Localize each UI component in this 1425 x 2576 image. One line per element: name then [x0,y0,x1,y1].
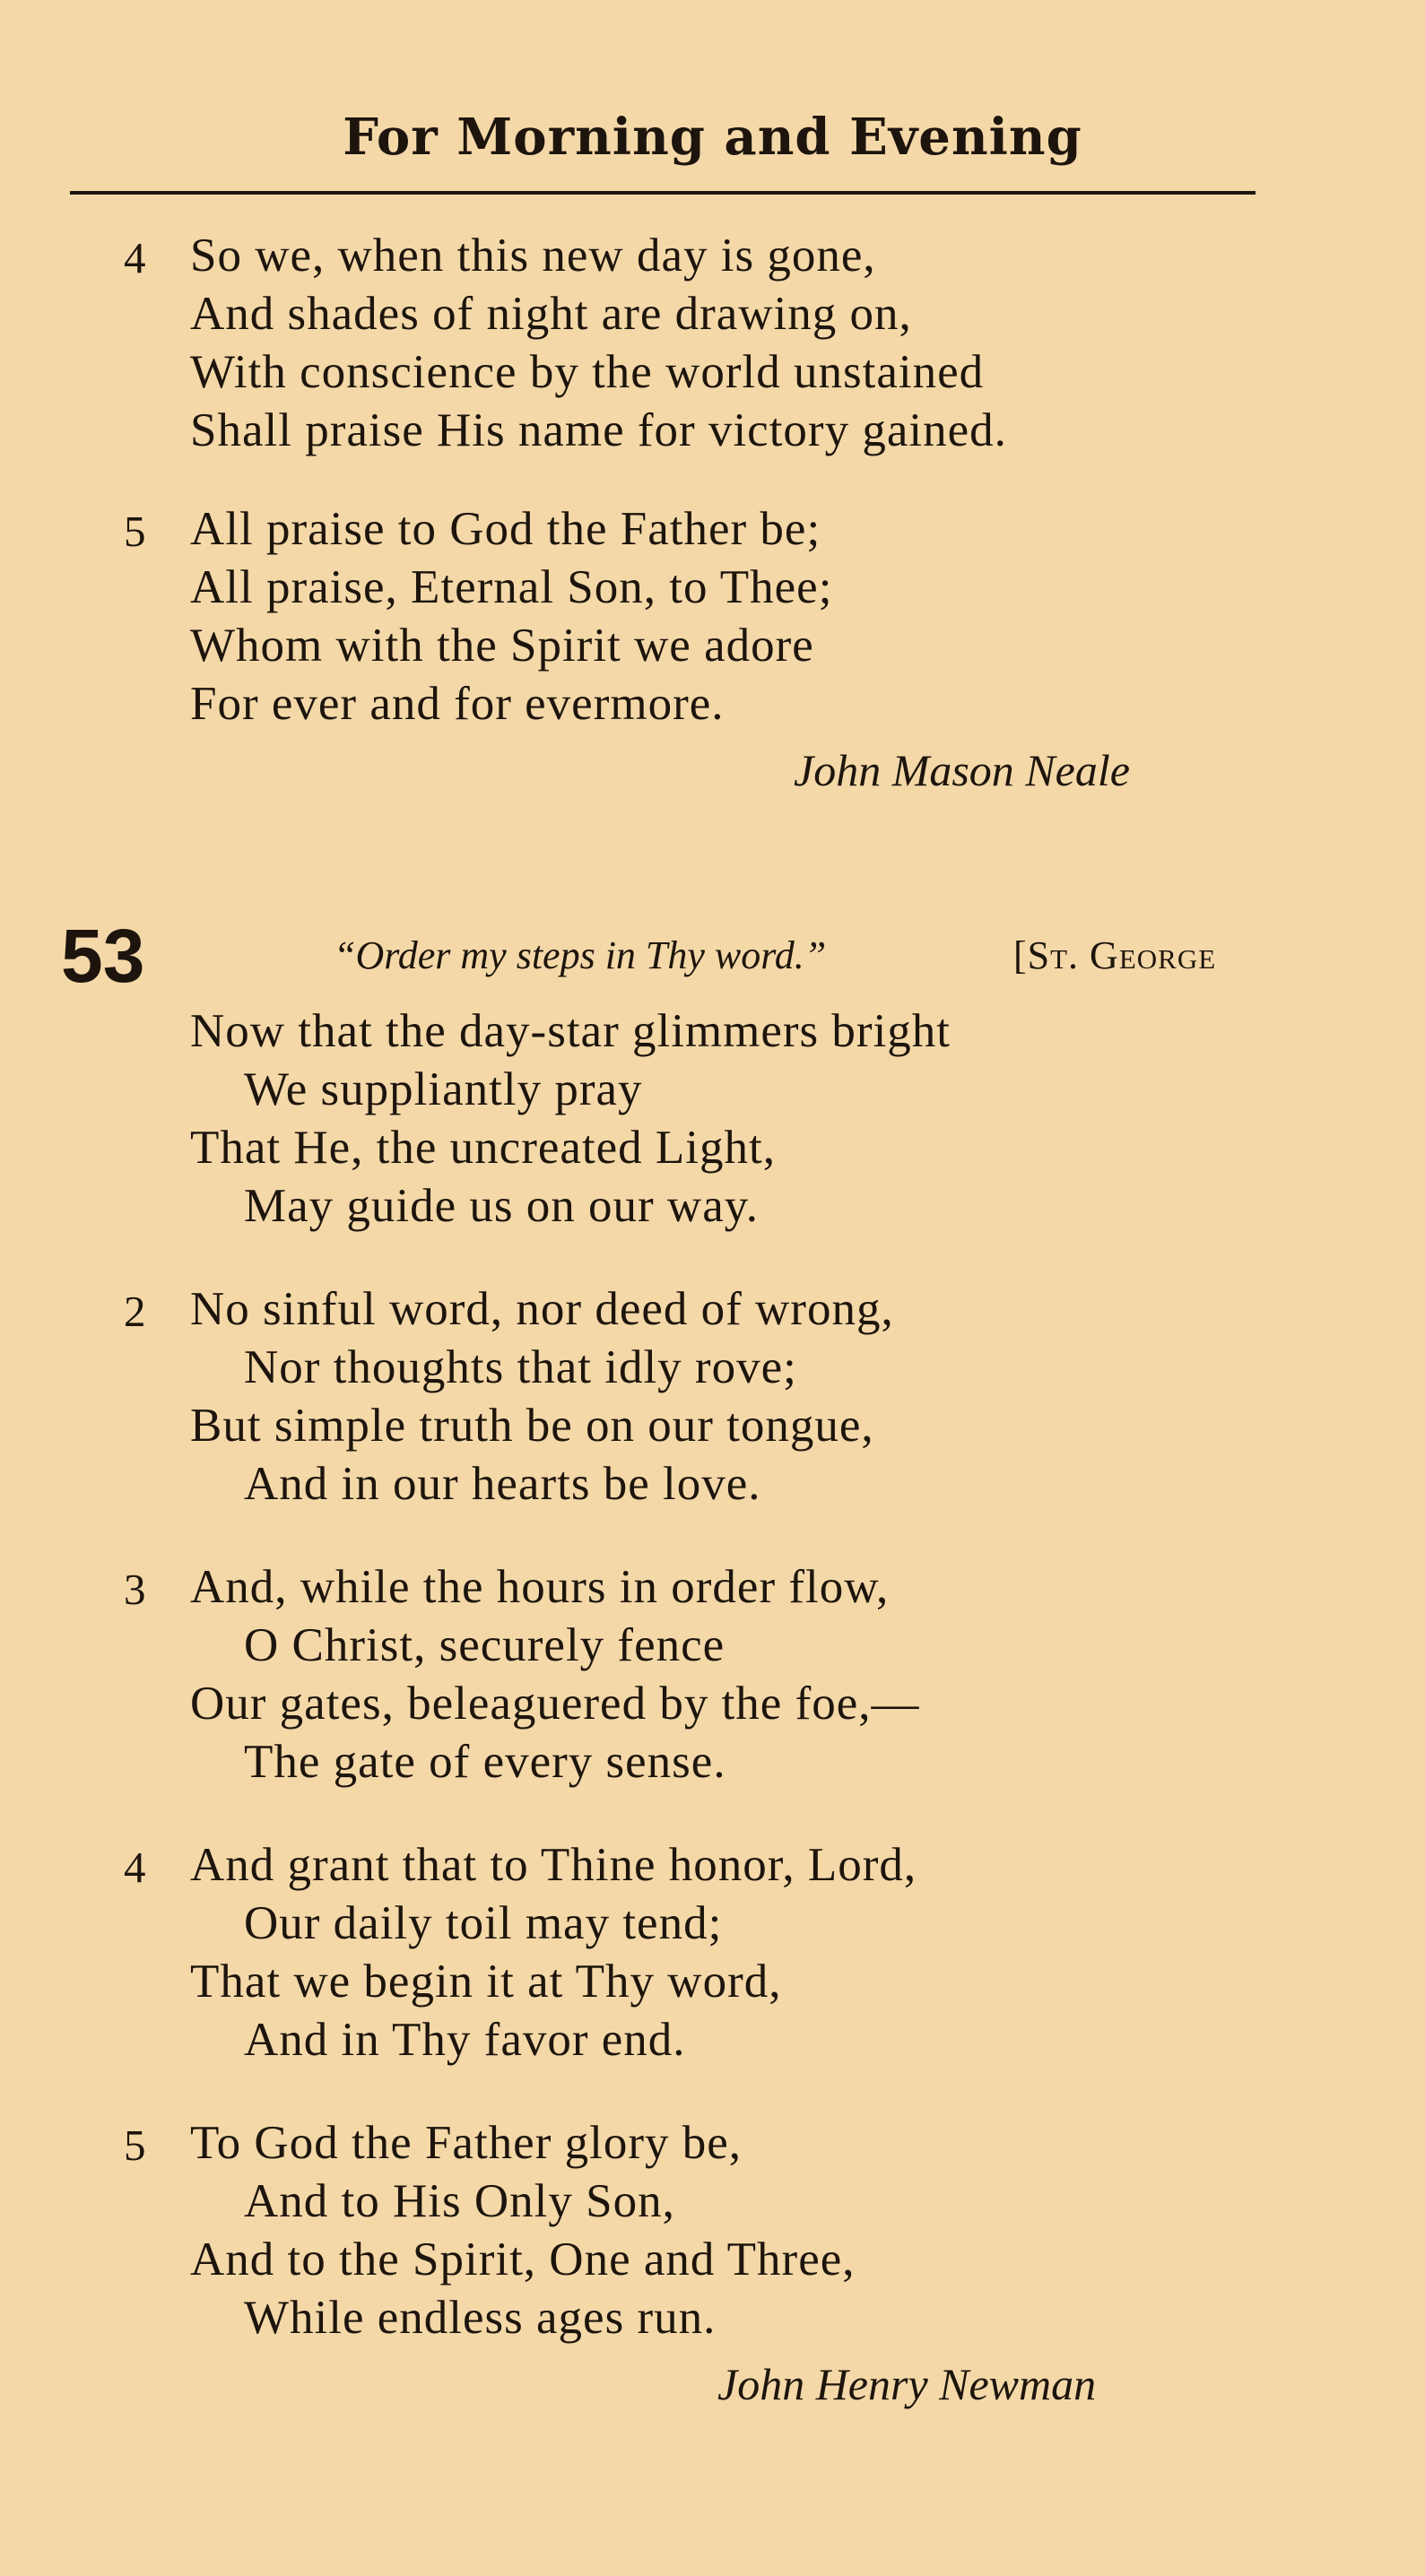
verse-number: 2 [124,1287,146,1336]
verse-number: 3 [124,1565,146,1614]
author-attribution: John Mason Neale [794,745,1130,795]
verse-line: Now that the day-star glimmers bright [190,1005,951,1057]
author-attribution: John Henry Newman [717,2359,1097,2409]
verse-number: 5 [124,507,146,556]
verse-line: But simple truth be on our tongue, [190,1400,874,1452]
verse-line: And, while the hours in order flow, [190,1561,890,1613]
verse-line: And to the Spirit, One and Three, [190,2233,856,2285]
verse-line: And in our hearts be love. [244,1458,761,1510]
verse-line: All praise, Eternal Son, to Thee; [190,561,833,613]
verse-line: Shall praise His name for victory gained. [190,404,1007,456]
tune-name-text: [St. George [1013,933,1217,977]
verse-number: 4 [124,1843,146,1892]
running-head: For Morning and Evening [343,108,1082,167]
header-rule [70,191,1256,195]
verse-line: And shades of night are drawing on, [190,288,912,340]
verse-line: Our gates, beleaguered by the foe,— [190,1678,920,1730]
verse-line: Our daily toil may tend; [244,1897,723,1949]
verse-line: Whom with the Spirit we adore [190,620,814,672]
verse-line: With conscience by the world unstained [190,346,985,398]
verse-number: 4 [124,233,146,282]
verse-line: May guide us on our way. [244,1180,760,1232]
verse-line: While endless ages run. [244,2292,717,2344]
verse-line: Nor thoughts that idly rove; [244,1341,797,1393]
verse-line: That He, the uncreated Light, [190,1122,776,1174]
verse-number: 5 [124,2121,146,2170]
verse-line: For ever and for evermore. [190,678,725,730]
verse-line: And to His Only Son, [244,2175,675,2227]
verse-line: And grant that to Thine honor, Lord, [190,1839,917,1891]
verse-line: We suppliantly pray [244,1063,643,1115]
verse-line: So we, when this new day is gone, [190,230,876,282]
hymn-number: 53 [61,914,145,998]
verse-line: That we begin it at Thy word, [190,1956,782,2008]
verse-line: The gate of every sense. [244,1736,726,1788]
hymn-epigraph: “Order my steps in Thy word.” [334,933,827,977]
verse-line: O Christ, securely fence [244,1619,726,1671]
tune-name [1013,932,1216,978]
verse-line: All praise to God the Father be; [190,503,821,555]
verse-line: No sinful word, nor deed of wrong, [190,1283,894,1335]
verse-line: And in Thy favor end. [244,2014,686,2066]
verse-line: To God the Father glory be, [190,2117,742,2169]
